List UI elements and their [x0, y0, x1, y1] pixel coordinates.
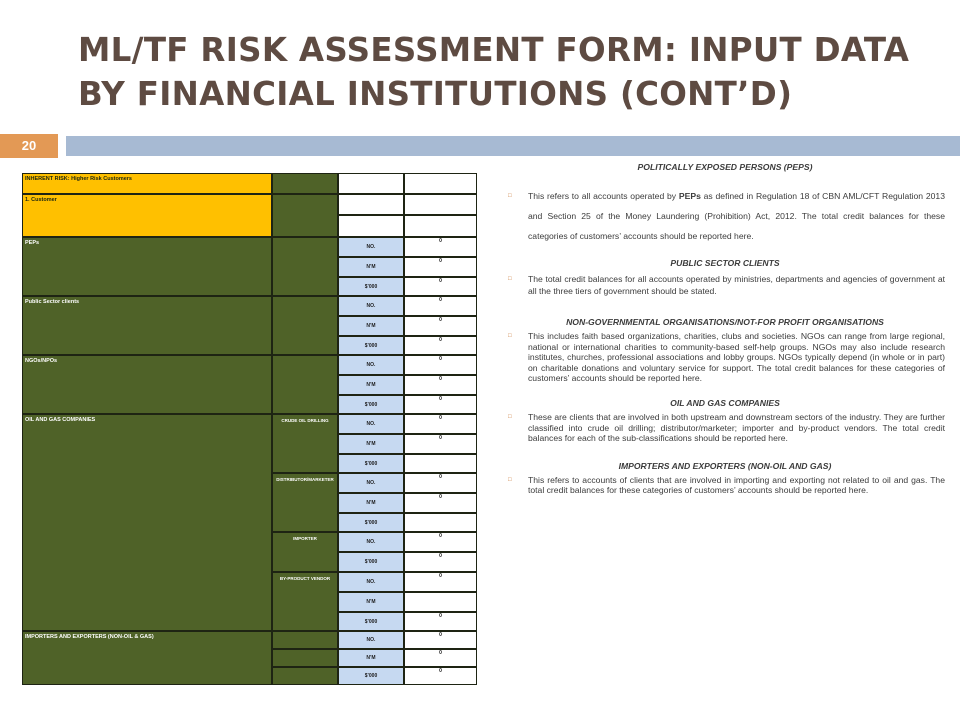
value-cell[interactable]: 0: [404, 257, 477, 277]
value-cell[interactable]: 0: [404, 493, 477, 513]
definitions-panel: [505, 162, 945, 496]
unit-cell: $’000: [338, 667, 404, 685]
importers-heading: IMPORTERS AND EXPORTERS (NON-OIL AND GAS): [618, 460, 832, 471]
public-text: The total credit balances for all accounts operated by ministries, departments and agencies of government at all the three tiers of government should be stated.: [528, 274, 945, 296]
oil-item: [505, 412, 945, 444]
value-cell[interactable]: 0: [404, 612, 477, 631]
square-bullet-icon: □: [508, 193, 512, 199]
value-cell[interactable]: [404, 454, 477, 473]
value-cell[interactable]: 0: [404, 649, 477, 667]
value-cell[interactable]: 0: [404, 277, 477, 296]
value-cell[interactable]: 0: [404, 473, 477, 493]
value-cell[interactable]: 0: [404, 414, 477, 434]
unit-cell: $’000: [338, 513, 404, 532]
value-cell[interactable]: [404, 592, 477, 612]
unit-cell: NO.: [338, 414, 404, 434]
square-bullet-icon: □: [508, 413, 512, 420]
importers-exporters-label: IMPORTERS AND EXPORTERS (NON-OIL & GAS): [22, 631, 272, 685]
header-filler: [272, 194, 338, 237]
pep-text: This refers to all accounts operated by PEPs as defined in Regulation 18 of CBN AML/CFT Regulation 2013 and Section 25 of the Money Laundering (Prohibition) Act, 2012. The total credit balances for these categories of customers’ accounts should be reported here.: [528, 191, 945, 241]
customer-header: 1. Customer: [22, 194, 272, 237]
unit-cell: $’000: [338, 277, 404, 296]
pep-label: PEPs: [22, 237, 272, 296]
oil-sub-distributor: DISTRIBUTOR/MARKETER: [272, 473, 338, 532]
unit-cell: $’000: [338, 395, 404, 414]
header-blank: [338, 194, 404, 215]
pep-item: [505, 186, 945, 246]
value-cell[interactable]: 0: [404, 572, 477, 592]
public-heading: PUBLIC SECTOR CLIENTS: [670, 258, 780, 268]
unit-cell: NO.: [338, 355, 404, 375]
public-item: [505, 273, 945, 297]
category-filler: [272, 355, 338, 414]
header-blank: [404, 215, 477, 237]
oil-gas-label: OIL AND GAS COMPANIES: [22, 414, 272, 631]
value-cell[interactable]: 0: [404, 532, 477, 552]
unit-cell: NO.: [338, 296, 404, 316]
oil-heading: OIL AND GAS COMPANIES: [670, 397, 780, 408]
unit-cell: NO.: [338, 532, 404, 552]
value-cell[interactable]: 0: [404, 667, 477, 685]
ngo-heading: NON-GOVERNMENTAL ORGANISATIONS/NOT-FOR PROFIT ORGANISATIONS: [566, 317, 884, 327]
category-filler: [272, 296, 338, 355]
unit-cell: N’M: [338, 649, 404, 667]
importers-text: This refers to accounts of clients that are involved in importing and exporting not related to oil and gas. The total credit balances for these categories of customers’ accounts should be reported here.: [528, 474, 945, 496]
category-filler: [272, 631, 338, 649]
value-cell[interactable]: 0: [404, 296, 477, 316]
header-filler: [272, 173, 338, 194]
unit-cell: N’M: [338, 257, 404, 277]
header-blank: [404, 173, 477, 194]
header-band: [66, 136, 960, 156]
value-cell[interactable]: 0: [404, 375, 477, 395]
page-title: ML/TF RISK ASSESSMENT FORM: INPUT DATA BY FINANCIAL INSTITUTIONS (CONT’D): [78, 31, 910, 113]
ngo-label: NGOs/NPOs: [22, 355, 272, 414]
header-blank: [404, 194, 477, 215]
unit-cell: $’000: [338, 454, 404, 473]
value-cell[interactable]: 0: [404, 237, 477, 257]
oil-sub-byproduct: BY-PRODUCT VENDOR: [272, 572, 338, 631]
inherent-risk-header: INHERENT RISK: Higher Risk Customers: [22, 173, 272, 194]
value-cell[interactable]: 0: [404, 631, 477, 649]
value-cell[interactable]: 0: [404, 552, 477, 572]
value-cell[interactable]: 0: [404, 316, 477, 336]
value-cell[interactable]: 0: [404, 434, 477, 454]
header-blank: [338, 173, 404, 194]
oil-sub-crude: CRUDE OIL DRILLING: [272, 414, 338, 473]
ngo-item: [505, 331, 945, 384]
value-cell[interactable]: 0: [404, 355, 477, 375]
ngo-text: This includes faith based organizations, charities, clubs and societies. NGOs can range from large regional, national or international charities to community-based self-help groups. NGOs may also include research institutes, churches, professional associations and lobby groups. NGOs typically depend (in whole or in part) on charitable donations and voluntary service for support. The total credit balances for these categories of customers’ accounts should be reported here.: [528, 331, 945, 384]
category-filler: [272, 237, 338, 296]
unit-cell: N’M: [338, 493, 404, 513]
unit-cell: NO.: [338, 237, 404, 257]
risk-input-table: [22, 173, 477, 685]
unit-cell: N’M: [338, 592, 404, 612]
value-cell[interactable]: 0: [404, 336, 477, 355]
value-cell[interactable]: 0: [404, 395, 477, 414]
square-bullet-icon: □: [508, 476, 512, 483]
header-blank: [338, 215, 404, 237]
unit-cell: $’000: [338, 552, 404, 572]
unit-cell: NO.: [338, 473, 404, 493]
unit-cell: $’000: [338, 612, 404, 631]
unit-cell: N’M: [338, 375, 404, 395]
unit-cell: NO.: [338, 572, 404, 592]
square-bullet-icon: □: [508, 276, 512, 282]
importers-item: [505, 475, 945, 496]
category-filler: [272, 649, 338, 667]
pep-heading: POLITICALLY EXPOSED PERSONS (PEPS): [637, 162, 813, 172]
public-sector-label: Public Sector clients: [22, 296, 272, 355]
value-cell[interactable]: [404, 513, 477, 532]
category-filler: [272, 667, 338, 685]
slide-number-badge: 20: [0, 134, 58, 158]
unit-cell: NO.: [338, 631, 404, 649]
square-bullet-icon: □: [508, 333, 512, 339]
oil-sub-importer: IMPORTER: [272, 532, 338, 572]
unit-cell: N’M: [338, 316, 404, 336]
unit-cell: N’M: [338, 434, 404, 454]
unit-cell: $’000: [338, 336, 404, 355]
oil-text: These are clients that are involved in both upstream and downstream sectors of the industry. They are further classified into crude oil drilling; distributor/marketer; importer and by-product vendors. The total credit balances for each of the sub-classifications should be reported here.: [528, 411, 945, 444]
